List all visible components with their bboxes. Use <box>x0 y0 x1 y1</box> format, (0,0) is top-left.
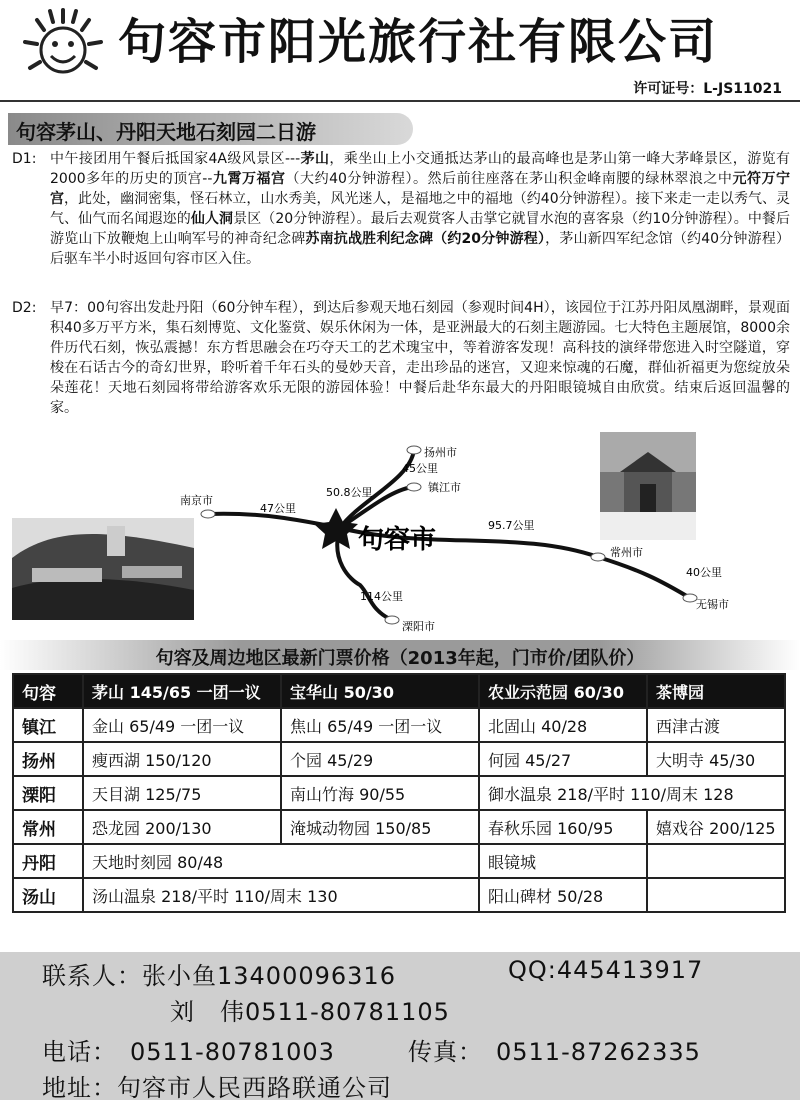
price-cell: 茅山 145/65 一团一议 <box>83 674 281 708</box>
dist-liyang: 114公里 <box>360 590 403 603</box>
city-cell: 扬州 <box>13 742 83 776</box>
price-cell: 恐龙园 200/130 <box>83 810 281 844</box>
city-zhenjiang: 镇江市 <box>428 481 461 494</box>
contact-phone: 电话： 0511-80781003 <box>42 1038 335 1066</box>
city-cell: 常州 <box>13 810 83 844</box>
price-cell: 阳山碑材 50/28 <box>479 878 647 912</box>
price-cell: 焦山 65/49 一团一议 <box>281 708 479 742</box>
price-cell: 天目湖 125/75 <box>83 776 281 810</box>
price-cell: 农业示范园 60/30 <box>479 674 647 708</box>
day2-itinerary <box>12 298 790 418</box>
city-cell: 汤山 <box>13 878 83 912</box>
price-cell <box>647 878 785 912</box>
city-cell: 丹阳 <box>13 844 83 878</box>
dist-yangzhou: 45公里 <box>402 462 438 475</box>
sun-logo-icon <box>22 6 104 88</box>
day1-text: 中午接团用午餐后抵国家4A级风景区---茅山，乘坐山上小交通抵达茅山的最高峰也是茅山第一峰大茅峰景区，游览有2000多年的历史的顶宫--九霄万福宫（大约40分钟游程）。然后前往座落在茅山积金峰南腰的绿林翠浪之中元符万宁宫，此处，幽洞密集，怪石林立，山水秀美，风光迷人，是福地之中的福地（约40分钟游程）。接下来走一走以秀气、灵气、仙气而名闻遐迩的仙人洞景区（20分钟游程）。最后去观赏客人击掌它就冒水泡的喜客泉（约10分钟游程）。中餐后游览山下放鞭炮上山响军号的神奇纪念碑苏南抗战胜利纪念碑（约20分钟游程），茅山新四军纪念馆（约40分钟游程）后驱车半小时返回句容市区入住。 <box>50 151 791 267</box>
price-cell: 淹城动物园 150/85 <box>281 810 479 844</box>
price-cell: 汤山温泉 218/平时 110/周末 130 <box>83 878 479 912</box>
gate-photo <box>600 432 696 540</box>
price-cell: 大明寺 45/30 <box>647 742 785 776</box>
price-cell: 茶博园 <box>647 674 785 708</box>
city-changzhou: 常州市 <box>610 546 643 559</box>
day1-itinerary <box>12 149 790 269</box>
price-cell: 宝华山 50/30 <box>281 674 479 708</box>
company-name: 句容市阳光旅行社有限公司 <box>118 14 719 70</box>
city-yangzhou: 扬州市 <box>424 446 457 459</box>
contact-person-2: 刘 伟0511-80781105 <box>170 998 450 1026</box>
city-liyang: 溧阳市 <box>402 620 435 633</box>
price-cell: 春秋乐园 160/95 <box>479 810 647 844</box>
dist-changzhou: 95.7公里 <box>488 519 535 532</box>
city-cell: 句容 <box>13 674 83 708</box>
city-cell: 镇江 <box>13 708 83 742</box>
price-cell: 天地时刻园 80/48 <box>83 844 479 878</box>
day1-label: D1: <box>12 151 37 167</box>
prices-title-banner <box>0 640 800 670</box>
city-wuxi: 无锡市 <box>696 598 729 611</box>
day2-text: 早7：00句容出发赴丹阳（60分钟车程），到达后参观天地石刻园（参观时间4H），该园位于江苏丹阳凤凰湖畔，景观面积40多万平方米，集石刻博览、文化鉴赏、娱乐休闲为一体，是亚洲最大的石刻主题游园。七大特色主题展馆，8000余件历代石刻，恢弘震撼！东方哲思融会在巧夺天工的艺术瑰宝中，等着游客发现！高科技的演绎带您进入时空隧道，穿梭在石话古今的奇幻世界，聆听着千年石头的曼妙天音，走出珍品的迷宫，又迎来惊魂的石魔，群仙祈福更为您绽放朵朵莲花！天地石刻园将带给游客欢乐无限的游园体验！中餐后赴华东最大的丹阳眼镜城自由欣赏。结束后返回温馨的家。 <box>50 300 790 416</box>
price-cell <box>647 844 785 878</box>
table-row <box>13 742 785 776</box>
contact-address: 地址：句容市人民西路联通公司 <box>42 1074 392 1102</box>
header <box>0 0 800 100</box>
table-row <box>13 878 785 912</box>
table-row <box>13 708 785 742</box>
price-cell: 南山竹海 90/55 <box>281 776 479 810</box>
city-cell: 溧阳 <box>13 776 83 810</box>
contact-person: 联系人：张小鱼13400096316 <box>42 962 396 990</box>
temple-photo <box>12 518 194 620</box>
table-row <box>13 776 785 810</box>
dist-wuxi: 40公里 <box>686 566 722 579</box>
price-cell: 眼镜城 <box>479 844 647 878</box>
dist-zhenjiang: 50.8公里 <box>326 486 373 499</box>
city-nanjing: 南京市 <box>180 494 213 507</box>
price-cell: 瘦西湖 150/120 <box>83 742 281 776</box>
dist-nanjing: 47公里 <box>260 502 296 515</box>
contact-fax: 传真： 0511-87262335 <box>408 1038 701 1066</box>
price-cell: 西津古渡 <box>647 708 785 742</box>
price-cell: 御水温泉 218/平时 110/周末 128 <box>479 776 785 810</box>
price-table <box>12 673 786 913</box>
prices-title: 句容及周边地区最新门票价格（2013年起，门市价/团队价） <box>155 648 645 669</box>
table-row <box>13 844 785 878</box>
price-cell: 何园 45/27 <box>479 742 647 776</box>
table-row <box>13 810 785 844</box>
map-center-label: 句容市 <box>358 525 437 555</box>
tour-title: 句容茅山、丹阳天地石刻园二日游 <box>16 120 316 144</box>
price-cell: 嬉戏谷 200/125 <box>647 810 785 844</box>
contact-qq: QQ:445413917 <box>508 956 704 984</box>
table-row <box>13 674 785 708</box>
day2-label: D2: <box>12 300 37 316</box>
price-cell: 北固山 40/28 <box>479 708 647 742</box>
license-number: 许可证号：L-JS11021 <box>633 81 782 97</box>
tour-title-banner <box>8 113 413 145</box>
contact-panel <box>0 952 800 1100</box>
price-cell: 金山 65/49 一团一议 <box>83 708 281 742</box>
price-cell: 个园 45/29 <box>281 742 479 776</box>
header-divider <box>0 100 800 102</box>
